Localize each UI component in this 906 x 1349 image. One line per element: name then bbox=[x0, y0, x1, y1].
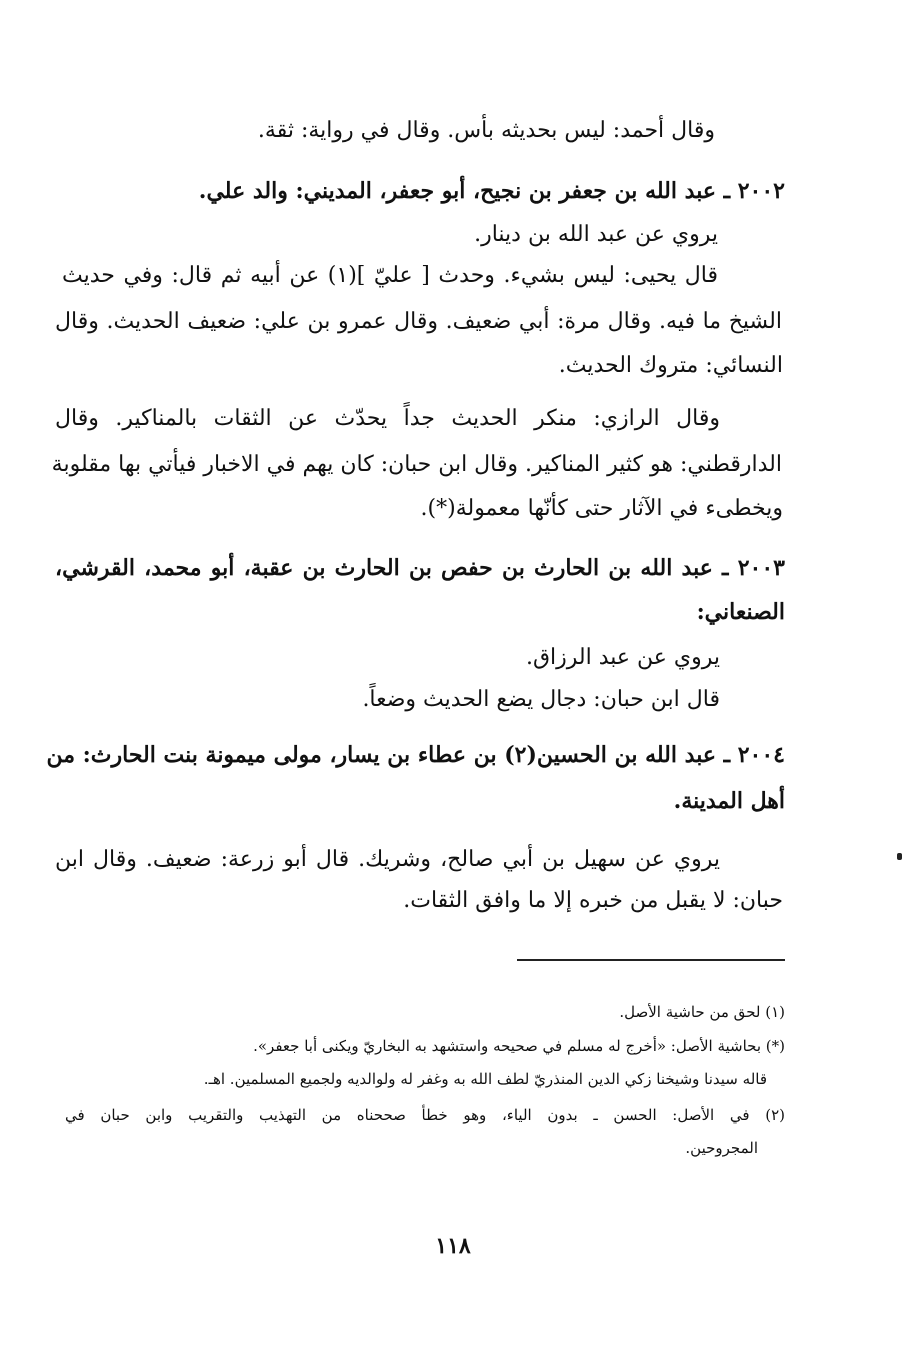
scan-speck bbox=[897, 853, 902, 860]
footnote-separator bbox=[517, 959, 785, 961]
text-line: يروي عن عبد الرزاق. bbox=[525, 645, 720, 670]
entry-heading: الصنعاني: bbox=[696, 599, 785, 625]
text-line: الدارقطني: هو كثير المناكير. وقال ابن حبان: كان يهم في الاخبار فيأتي بها مقلوبة bbox=[51, 452, 782, 477]
text-line: قال ابن حبان: دجال يضع الحديث وضعاً. bbox=[362, 687, 720, 712]
text-line: يروي عن سهيل بن أبي صالح، وشريك. قال أبو زرعة: ضعيف. وقال ابن bbox=[55, 847, 720, 872]
entry-heading: ٢٠٠٢ ـ عبد الله بن جعفر بن نجيح، أبو جعفر، المديني: والد علي. bbox=[198, 178, 785, 204]
footnote: المجروحين. bbox=[685, 1139, 758, 1157]
page-number: ١١٨ bbox=[435, 1233, 471, 1259]
footnote: (*) بحاشية الأصل: «أخرج له مسلم في صحيحه واستشهد به البخاريّ ويكنى أبا جعفر». bbox=[253, 1037, 785, 1055]
text-line: قال يحيى: ليس بشيء. وحدث [ عليّ ](١) عن أبيه ثم قال: وفي حديث bbox=[62, 263, 718, 288]
entry-heading: ٢٠٠٤ ـ عبد الله بن الحسين(٢) بن عطاء بن يسار، مولى ميمونة بنت الحارث: من bbox=[46, 742, 785, 768]
text-line: ويخطىء في الآثار حتى كأنّها معمولة(*). bbox=[420, 496, 783, 521]
footnote: (١) لحق من حاشية الأصل. bbox=[619, 1003, 785, 1021]
text-line: حبان: لا يقبل من خبره إلا ما وافق الثقات. bbox=[403, 888, 783, 913]
text-line: النسائي: متروك الحديث. bbox=[558, 353, 783, 378]
text-line: الشيخ ما فيه. وقال مرة: أبي ضعيف. وقال عمرو بن علي: ضعيف الحديث. وقال bbox=[55, 309, 782, 334]
entry-heading: ٢٠٠٣ ـ عبد الله بن الحارث بن حفص بن الحارث بن عقبة، أبو محمد، القرشي، bbox=[55, 555, 785, 581]
text-line: وقال الرازي: منكر الحديث جداً يحدّث عن الثقات بالمناكير. وقال bbox=[55, 406, 720, 431]
entry-heading: أهل المدينة. bbox=[673, 788, 785, 814]
footnote: (٢) في الأصل: الحسن ـ بدون الياء، وهو خطأ صححناه من التهذيب والتقريب وابن حبان في bbox=[65, 1106, 785, 1124]
text-line: يروي عن عبد الله بن دينار. bbox=[474, 222, 718, 247]
footnote: قاله سيدنا وشيخنا زكي الدين المنذريّ لطف الله به وغفر له ولوالديه ولجميع المسلمين. اهـ. bbox=[203, 1070, 767, 1088]
text-line: وقال أحمد: ليس بحديثه بأس. وقال في رواية: ثقة. bbox=[257, 118, 715, 143]
